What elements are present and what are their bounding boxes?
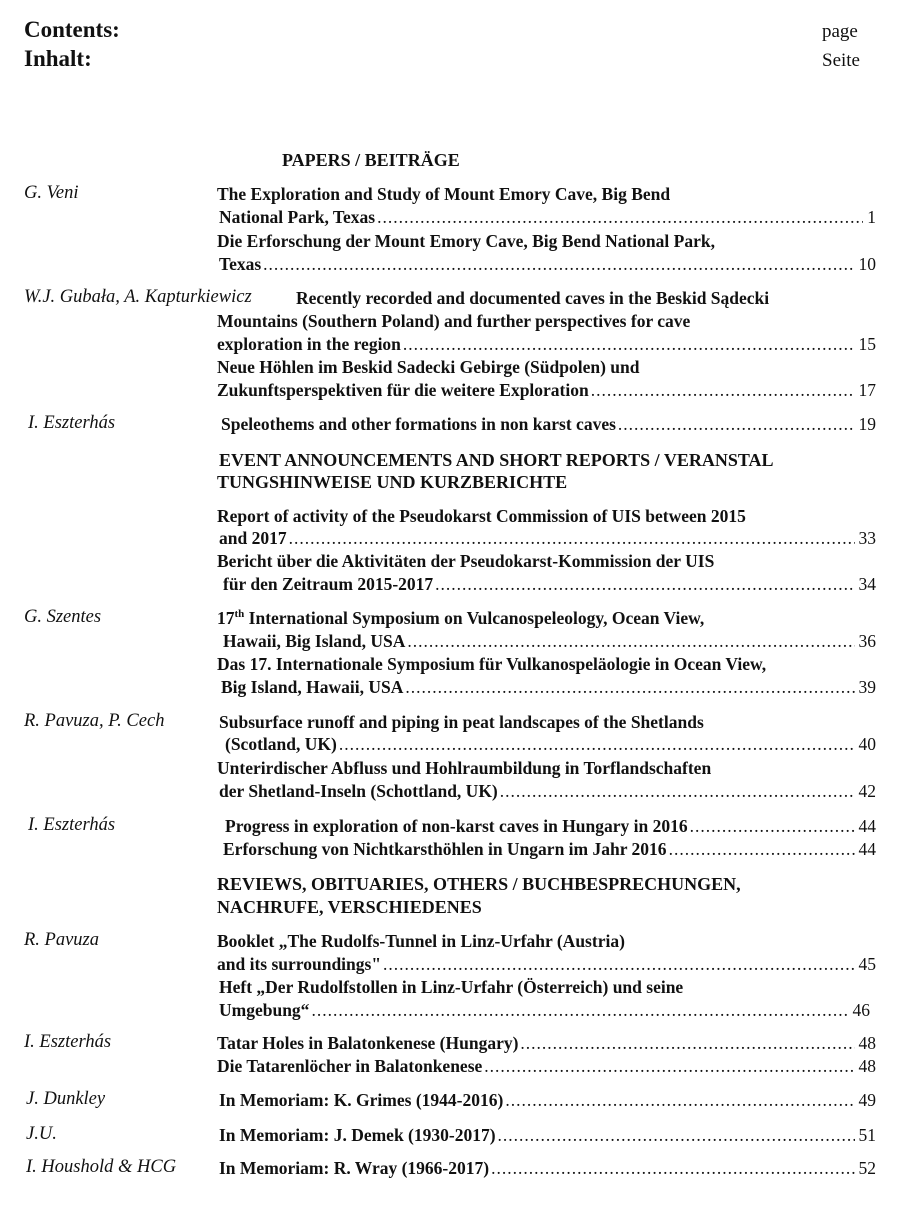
entry-title-line: Umgebung“ bbox=[219, 1000, 310, 1020]
entry-author: I. Houshold & HCG bbox=[26, 1157, 177, 1177]
entry-title-line: Das 17. Internationale Symposium für Vulkanospeläologie in Ocean View, bbox=[217, 654, 767, 674]
entry-title-line: Hawaii, Big Island, USA bbox=[223, 631, 406, 651]
dot-leader bbox=[484, 1056, 854, 1077]
toc-line bbox=[217, 334, 876, 355]
entry-title-line: Unterirdischer Abfluss und Hohlraumbildung in Torflandschaften bbox=[217, 758, 712, 778]
entry-title-line: Erforschung von Nichtkarsthöhlen in Ungarn im Jahr 2016 bbox=[223, 839, 667, 859]
dot-leader bbox=[289, 528, 855, 549]
ordinal-suffix: th bbox=[234, 608, 245, 621]
dot-leader bbox=[311, 1000, 848, 1021]
entry-author: R. Pavuza, P. Cech bbox=[24, 711, 165, 731]
dot-leader bbox=[500, 781, 855, 802]
entry-title-line: für den Zeitraum 2015-2017 bbox=[223, 574, 434, 594]
entry-title-line: (Scotland, UK) bbox=[225, 734, 337, 754]
entry-title-line: Mountains (Southern Poland) and further perspectives for cave bbox=[217, 311, 691, 331]
page-number: 34 bbox=[858, 574, 876, 594]
entry-title-line: Recently recorded and documented caves in the Beskid Sądecki bbox=[296, 288, 770, 308]
inhalt-heading: Inhalt: bbox=[24, 46, 92, 71]
contents-heading: Contents: bbox=[24, 17, 120, 42]
entry-title-line: Neue Höhlen im Beskid Sadecki Gebirge (Südpolen) und bbox=[217, 357, 640, 377]
entry-author: G. Veni bbox=[24, 183, 79, 203]
toc-line bbox=[223, 574, 876, 595]
entry-title-line: Texas bbox=[219, 254, 262, 274]
page-number: 42 bbox=[858, 781, 876, 801]
entry-author: G. Szentes bbox=[24, 607, 102, 627]
page-column-label: page bbox=[822, 21, 858, 42]
section-heading-papers: PAPERS / BEITRÄGE bbox=[282, 150, 460, 170]
toc-line bbox=[225, 816, 876, 837]
dot-leader bbox=[520, 1033, 854, 1054]
entry-author: I. Eszterhás bbox=[24, 1032, 112, 1052]
entry-title-line: Die Erforschung der Mount Emory Cave, Big Bend National Park, bbox=[217, 231, 715, 251]
dot-leader bbox=[435, 574, 854, 595]
entry-author: W.J. Gubała, A. Kapturkiewicz bbox=[24, 287, 252, 307]
toc-line bbox=[223, 631, 876, 652]
toc-line bbox=[221, 414, 876, 435]
entry-title-line: In Memoriam: R. Wray (1966-2017) bbox=[219, 1158, 490, 1178]
entry-title-line bbox=[217, 608, 704, 629]
entry-author: J. Dunkley bbox=[26, 1089, 106, 1109]
ordinal-number: 17 bbox=[217, 608, 235, 628]
page-number: 39 bbox=[858, 677, 876, 697]
dot-leader bbox=[405, 677, 854, 698]
page-number: 1 bbox=[867, 207, 876, 227]
toc-line bbox=[217, 1056, 876, 1077]
dot-leader bbox=[505, 1090, 854, 1111]
page-number: 49 bbox=[858, 1090, 876, 1110]
toc-line bbox=[217, 954, 876, 975]
page-number: 44 bbox=[858, 816, 876, 836]
entry-title-line: Booklet „The Rudolfs-Tunnel in Linz-Urfahr (Austria) bbox=[217, 931, 625, 951]
page-number: 48 bbox=[858, 1033, 876, 1053]
dot-leader bbox=[377, 207, 863, 228]
dot-leader bbox=[690, 816, 855, 837]
entry-title-line: Subsurface runoff and piping in peat landscapes of the Shetlands bbox=[219, 712, 704, 732]
entry-title-line: Progress in exploration of non-karst caves in Hungary in 2016 bbox=[225, 816, 688, 836]
entry-title-line: Tatar Holes in Balatonkenese (Hungary) bbox=[217, 1033, 519, 1053]
page-number: 17 bbox=[858, 380, 876, 400]
page-number: 36 bbox=[858, 631, 876, 651]
page-number: 15 bbox=[858, 334, 876, 354]
entry-title-line: Heft „Der Rudolfstollen in Linz-Urfahr (Österreich) und seine bbox=[219, 977, 684, 997]
entry-author: J.U. bbox=[26, 1124, 57, 1144]
page-number: 10 bbox=[858, 254, 876, 274]
page-number: 44 bbox=[858, 839, 876, 859]
entry-title-line: Bericht über die Aktivitäten der Pseudokarst-Kommission der UIS bbox=[217, 551, 715, 571]
toc-line bbox=[219, 1158, 876, 1179]
dot-leader bbox=[339, 734, 855, 755]
dot-leader bbox=[263, 254, 854, 275]
toc-line bbox=[219, 1125, 876, 1146]
entry-title-line: Speleothems and other formations in non karst caves bbox=[221, 414, 616, 434]
entry-title-line: The Exploration and Study of Mount Emory Cave, Big Bend bbox=[217, 184, 671, 204]
seite-column-label: Seite bbox=[822, 50, 860, 71]
page-number: 51 bbox=[858, 1125, 876, 1145]
dot-leader bbox=[591, 380, 855, 401]
page-number: 45 bbox=[858, 954, 876, 974]
toc-line bbox=[219, 781, 876, 802]
page-number: 19 bbox=[858, 414, 876, 434]
entry-author: R. Pavuza bbox=[24, 930, 100, 950]
entry-title-line: Big Island, Hawaii, USA bbox=[221, 677, 404, 697]
dot-leader bbox=[407, 631, 854, 652]
page-number: 40 bbox=[858, 734, 876, 754]
toc-line bbox=[219, 528, 876, 549]
page-number: 46 bbox=[852, 1000, 870, 1020]
page-number: 52 bbox=[858, 1158, 876, 1178]
dot-leader bbox=[491, 1158, 854, 1179]
entry-title-line: and its surroundings" bbox=[217, 954, 382, 974]
dot-leader bbox=[498, 1125, 855, 1146]
entry-title-line: In Memoriam: J. Demek (1930-2017) bbox=[219, 1125, 496, 1145]
toc-line bbox=[223, 839, 876, 860]
entry-title-line: In Memoriam: K. Grimes (1944-2016) bbox=[219, 1090, 504, 1110]
entry-author: I. Eszterhás bbox=[28, 413, 116, 433]
section-heading-events: TUNGSHINWEISE UND KURZBERICHTE bbox=[217, 472, 568, 492]
entry-author: I. Eszterhás bbox=[28, 815, 116, 835]
toc-line bbox=[217, 1033, 876, 1054]
page-number: 48 bbox=[858, 1056, 876, 1076]
toc-line bbox=[217, 380, 876, 401]
section-heading-reviews: REVIEWS, OBITUARIES, OTHERS / BUCHBESPRECHUNGEN, bbox=[217, 874, 741, 894]
dot-leader bbox=[669, 839, 855, 860]
section-heading-reviews: NACHRUFE, VERSCHIEDENES bbox=[217, 897, 482, 917]
entry-title-line: National Park, Texas bbox=[219, 207, 376, 227]
toc-line bbox=[225, 734, 876, 755]
page-number: 33 bbox=[858, 528, 876, 548]
dot-leader bbox=[618, 414, 855, 435]
toc-line bbox=[221, 677, 876, 698]
dot-leader bbox=[403, 334, 855, 355]
section-heading-events: EVENT ANNOUNCEMENTS AND SHORT REPORTS / VERANSTAL bbox=[219, 450, 774, 470]
toc-line bbox=[219, 1000, 870, 1021]
entry-title-line: Die Tatarenlöcher in Balatonkenese bbox=[217, 1056, 483, 1076]
entry-title-text: International Symposium on Vulcanospeleology, Ocean View, bbox=[244, 608, 705, 628]
entry-title-line: Report of activity of the Pseudokarst Commission of UIS between 2015 bbox=[217, 506, 746, 526]
toc-line bbox=[219, 1090, 876, 1111]
toc-line bbox=[219, 207, 876, 228]
entry-title-line: and 2017 bbox=[219, 528, 287, 548]
dot-leader bbox=[383, 954, 854, 975]
toc-line bbox=[219, 254, 876, 275]
entry-title-line: Zukunftsperspektiven für die weitere Exploration bbox=[217, 380, 589, 400]
entry-title-line: der Shetland-Inseln (Schottland, UK) bbox=[219, 781, 498, 801]
entry-title-line: exploration in the region bbox=[217, 334, 401, 354]
